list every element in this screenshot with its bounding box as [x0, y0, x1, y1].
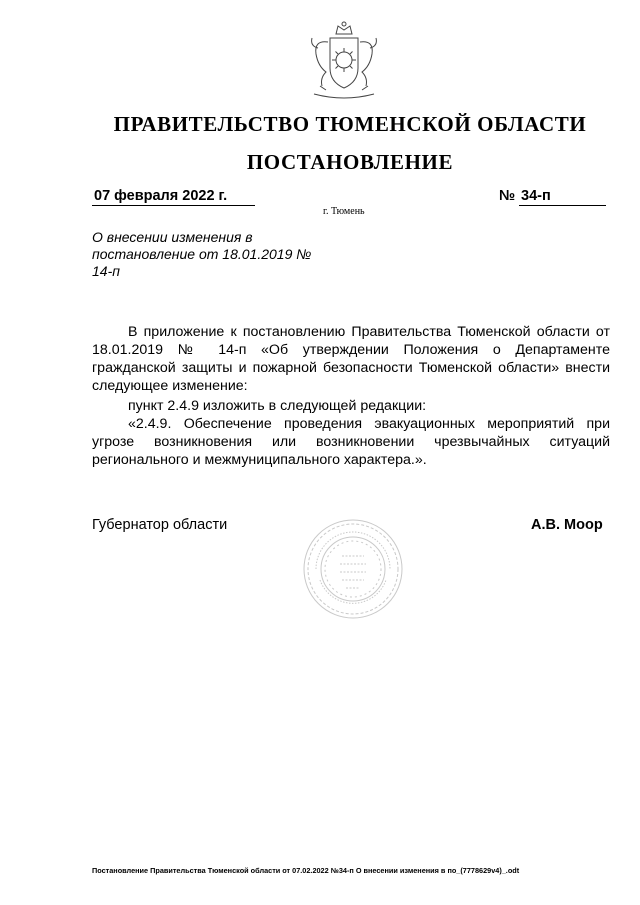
document-date: 07 февраля 2022 г. [92, 188, 255, 206]
number-sign: № [499, 188, 516, 204]
tyumen-coat-of-arms-icon [300, 20, 388, 102]
document-number: 34-п [519, 188, 606, 206]
signer-name: А.В. Моор [531, 517, 603, 533]
government-title: ПРАВИТЕЛЬСТВО ТЮМЕНСКОЙ ОБЛАСТИ [113, 112, 587, 136]
official-seal-icon [302, 518, 404, 620]
body-paragraph-2: пункт 2.4.9 изложить в следующей редакции: [128, 398, 427, 414]
body-paragraph-1: В приложение к постановлению Правительства Тюменской области от 18.01.2019 № 14-п «Об утверждении Положения о Департаменте гражданской защиты и пожарной безопасности Тюменской области» внести следующее изменение: [92, 324, 610, 394]
document-type: ПОСТАНОВЛЕНИЕ [246, 150, 454, 174]
document-footer: Постановление Правительства Тюменской области от 07.02.2022 №34-п О внесении изменения в по_(7778629v4)_.odt [92, 866, 520, 875]
document-city: г. Тюмень [323, 206, 365, 217]
body-paragraph-3: «2.4.9. Обеспечение проведения эвакуационных мероприятий при угрозе возникновения или возникновении чрезвычайных ситуаций регионального и межмуниципального характера.». [92, 416, 610, 468]
document-subject: О внесении изменения в постановление от 18.01.2019 № 14-п [92, 229, 312, 279]
signer-title: Губернатор области [92, 517, 228, 533]
